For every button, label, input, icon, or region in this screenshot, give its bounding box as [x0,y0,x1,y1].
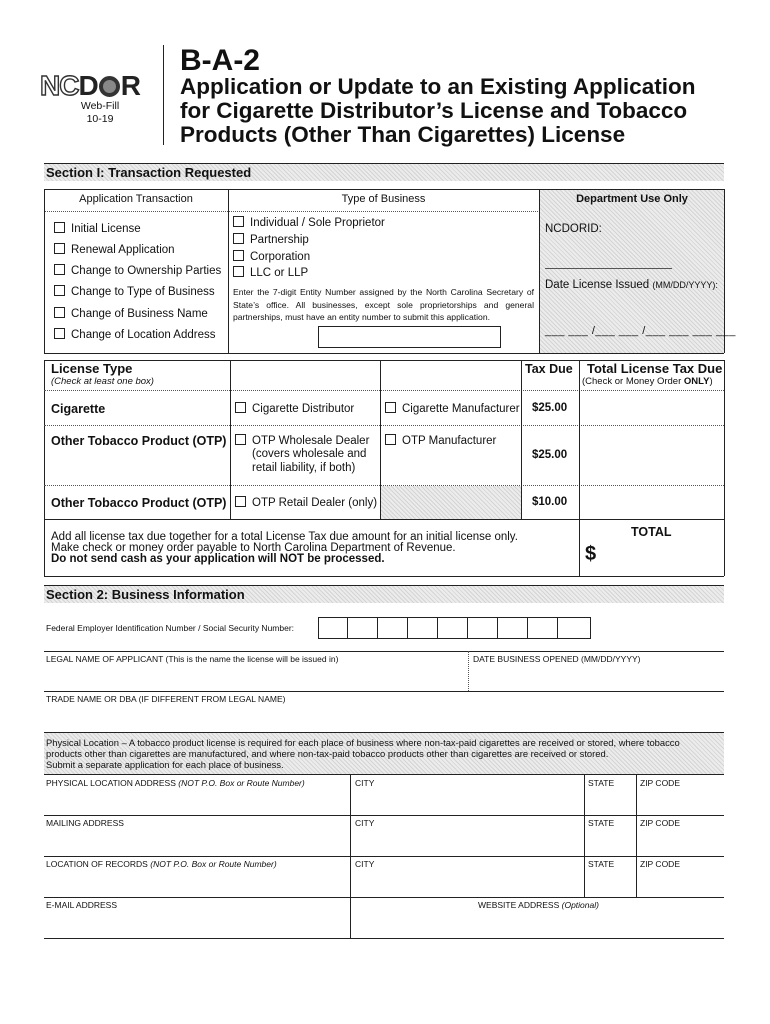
fein-digit-cell [348,617,378,639]
section-1-title: Section I: Transaction Requested [44,163,724,181]
web-fill-version: Web-Fill 10-19 [80,100,120,125]
checkbox-box[interactable] [385,402,396,413]
email-bottom-rule [44,938,724,939]
checkbox-box[interactable] [233,266,244,277]
records-address-input[interactable] [46,871,346,895]
total-amount-input[interactable] [600,545,718,567]
records-top-rule [44,856,724,857]
otp-wholesale-checkbox[interactable]: OTP Wholesale Dealer [235,434,369,447]
mailing-address-input[interactable] [46,830,346,854]
records-zip-label: ZIP CODE [640,859,680,869]
otp-retail-checkbox[interactable]: OTP Retail Dealer (only) [235,496,377,509]
license-type-hint: (Check at least one box) [51,376,154,387]
total-label: TOTAL [631,525,672,539]
records-state-input[interactable] [587,871,635,895]
address-city-divider [350,774,351,938]
records-location-label: LOCATION OF RECORDS (NOT P.O. Box or Route Number) [46,859,277,869]
sec1-divider-a [228,189,229,353]
cigarette-category: Cigarette [51,402,106,416]
ncdor-logo: NCD R [40,70,140,101]
legal-name-input[interactable] [46,666,464,688]
physical-note-line-3: Submit a separate application for each place of business. [46,759,284,770]
physical-city-input[interactable] [354,790,582,812]
license-type-label: License Type [51,361,133,376]
renewal-application-checkbox[interactable]: Renewal Application [54,243,175,256]
change-business-name-checkbox[interactable]: Change of Business Name [54,307,208,320]
partnership-checkbox[interactable]: Partnership [233,233,309,246]
fein-digit-cell [528,617,558,639]
entity-number-input[interactable] [318,326,501,348]
header-divider [163,45,164,145]
license-divider-a [230,360,231,519]
physical-note-line-1: Physical Location – A tobacco product license is required for each place of business where non-tax-paid cigarettes are received or stored, where tobacco [46,737,680,748]
initial-license-checkbox[interactable]: Initial License [54,222,141,235]
mailing-state-input[interactable] [587,830,635,854]
date-opened-label: DATE BUSINESS OPENED (MM/DD/YYYY) [473,654,641,664]
physical-zip-label: ZIP CODE [640,778,680,788]
license-bottom-rule [44,576,724,577]
physical-address-top-rule [44,774,724,775]
records-city-label: CITY [355,859,375,869]
mailing-state-label: STATE [588,818,615,828]
ncdorid-line [545,268,672,269]
checkbox-box[interactable] [235,434,246,445]
otp-manufacturer-checkbox[interactable]: OTP Manufacturer [385,434,496,447]
physical-city-label: CITY [355,778,375,788]
license-footer-line-2: Make check or money order payable to North Carolina Department of Revenue. [51,542,456,554]
checkbox-box[interactable] [235,402,246,413]
license-row3-rule [44,519,724,520]
records-state-label: STATE [588,859,615,869]
email-label: E-MAIL ADDRESS [46,900,118,910]
trade-name-input[interactable] [46,706,722,728]
checkbox-box[interactable] [233,216,244,227]
fein-label: Federal Employer Identification Number / Social Security Number: [46,623,295,633]
checkbox-box[interactable] [54,285,65,296]
logo-o-mark [99,76,120,97]
records-zip-input[interactable] [639,871,723,895]
sec1-left-border [44,189,45,353]
application-transaction-header: Application Transaction [79,193,193,205]
address-state-divider [584,774,585,897]
license-divider-c [521,360,522,519]
otp-wholesale-tax-due: $25.00 [532,449,568,461]
shaded-na-cell [381,486,521,519]
form-title: Application or Update to an Existing Application for Cigarette Distributor’s License and Tobacco Products (Other Than Cigarettes) License [180,74,696,147]
email-top-rule [44,897,724,898]
mailing-zip-label: ZIP CODE [640,818,680,828]
license-row1-rule [44,425,724,426]
checkbox-box[interactable] [54,264,65,275]
change-ownership-checkbox[interactable]: Change to Ownership Parties [54,264,221,277]
mailing-zip-input[interactable] [639,830,723,854]
corporation-checkbox[interactable]: Corporation [233,250,310,263]
otp-category: Other Tobacco Product (OTP) [51,434,227,448]
otp-wholesale-note-2: retail liability, if both) [252,462,356,474]
change-business-type-checkbox[interactable]: Change to Type of Business [54,285,215,298]
fein-digit-cell [378,617,408,639]
otp-wholesale-note-1: (covers wholesale and [252,448,367,460]
website-input[interactable] [354,912,723,936]
tax-due-label: Tax Due [525,362,573,376]
date-issued-blanks: ___ ___ /___ ___ /___ ___ ___ ___ [545,325,736,337]
checkbox-box[interactable] [54,328,65,339]
checkbox-box[interactable] [54,243,65,254]
section-2-title: Section 2: Business Information [44,585,724,603]
checkbox-box[interactable] [54,307,65,318]
mailing-city-input[interactable] [354,830,582,854]
department-use-header: Department Use Only [576,193,688,205]
physical-note-top-rule [44,732,724,733]
total-license-tax-hint: (Check or Money Order ONLY) [582,376,713,387]
checkbox-box[interactable] [233,233,244,244]
email-input[interactable] [46,912,346,936]
physical-zip-input[interactable] [639,790,723,812]
fein-digit-cell [438,617,468,639]
license-divider-d [579,360,580,576]
cigarette-distributor-checkbox[interactable]: Cigarette Distributor [235,402,354,415]
trade-name-label: TRADE NAME OR DBA (IF DIFFERENT FROM LEGAL NAME) [46,694,286,704]
date-opened-input[interactable] [472,666,722,688]
checkbox-box[interactable] [233,250,244,261]
website-label: WEBSITE ADDRESS (Optional) [478,900,599,910]
legal-name-divider [468,651,469,691]
sole-proprietor-checkbox[interactable]: Individual / Sole Proprietor [233,216,385,229]
license-left-border [44,360,45,576]
physical-state-label: STATE [588,778,615,788]
llc-llp-checkbox[interactable]: LLC or LLP [233,266,308,279]
license-header-rule [44,390,724,391]
checkbox-box[interactable] [385,434,396,445]
physical-note-line-2: products other than cigarettes are manufactured, and where non-tax-paid tobacco products other than cigarettes are received or stored. [46,748,609,759]
cigarette-manufacturer-checkbox[interactable]: Cigarette Manufacturer [385,402,520,415]
license-footer-line-1: Add all license tax due together for a total License Tax due amount for an initial license only. [51,531,518,543]
date-issued-label: Date License Issued (MM/DD/YYYY): [545,279,718,291]
legal-name-label: LEGAL NAME OF APPLICANT (This is the name the license will be issued in) [46,654,339,664]
physical-address-label: PHYSICAL LOCATION ADDRESS (NOT P.O. Box or Route Number) [46,778,305,788]
mailing-address-label: MAILING ADDRESS [46,818,124,828]
form-number: B-A-2 [180,44,260,77]
entity-number-instructions: Enter the 7-digit Entity Number assigned by the North Carolina Secretary of State’s office. All businesses, except sole proprietorships and general partnerships, must have an entity number to submit this application. [233,287,534,322]
mailing-city-label: CITY [355,818,375,828]
records-city-input[interactable] [354,871,582,895]
fein-digit-cell [408,617,438,639]
checkbox-box[interactable] [235,496,246,507]
sec1-bottom-rule [44,353,724,354]
type-of-business-header: Type of Business [341,193,426,205]
ncdorid-label: NCDORID: [545,223,602,235]
otp-retail-category: Other Tobacco Product (OTP) [51,496,227,510]
fein-digit-cell [318,617,348,639]
physical-address-input[interactable] [46,790,346,812]
mailing-top-rule [44,815,724,816]
total-dollar-sign: $ [585,543,597,565]
change-location-checkbox[interactable]: Change of Location Address [54,328,216,341]
license-right-border [724,360,725,576]
checkbox-box[interactable] [54,222,65,233]
legal-name-top-rule [44,651,724,652]
license-footer-warning: Do not send cash as your application will NOT be processed. [51,553,385,565]
physical-state-input[interactable] [587,790,635,812]
address-zip-divider [636,774,637,897]
fein-digit-cell [498,617,528,639]
otp-retail-tax-due: $10.00 [532,496,568,508]
cigarette-tax-due: $25.00 [532,402,568,414]
total-license-tax-label: Total License Tax Due [587,361,723,376]
trade-name-top-rule [44,691,724,692]
fein-digit-cell [468,617,498,639]
